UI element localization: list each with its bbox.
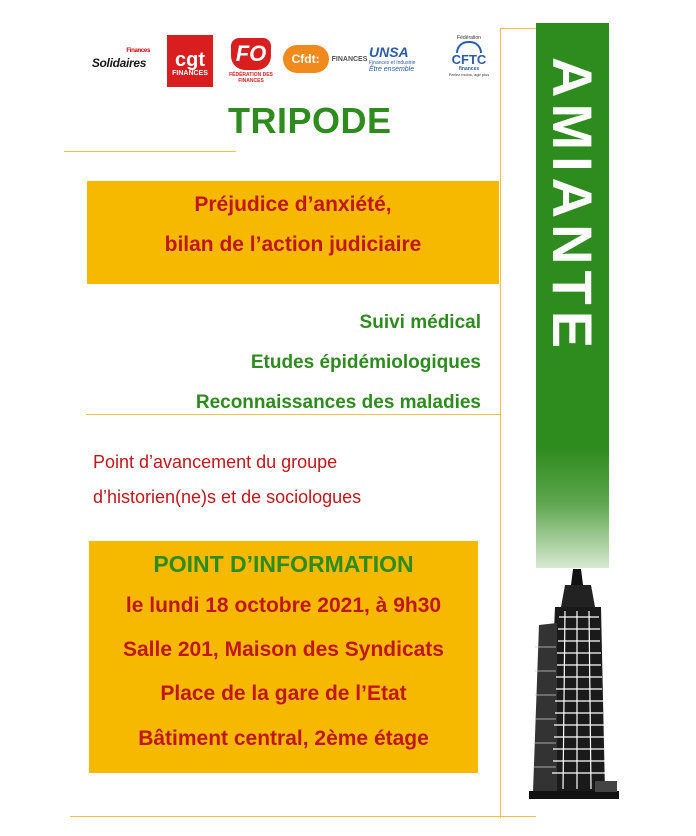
historians-line-1: Point d’avancement du groupe [93,452,338,472]
cgt-sub: FINANCES [172,70,208,77]
anxiety-line-1: Préjudice d’anxiété, [194,193,392,216]
info-heading: POINT D’INFORMATION [153,551,414,577]
banner-text: AMIANTE [541,57,604,355]
divider [500,28,501,818]
topic-epidemiology: Etudes épidémiologiques [250,352,481,373]
info-building: Bâtiment central, 2ème étage [138,727,429,750]
cftc-name: CFTC [451,52,487,67]
divider [500,28,536,29]
solidaires-logo [86,48,152,74]
unsa-sub: Finances et Industrie [369,59,416,66]
topic-diseases: Reconnaissances des maladies [195,392,481,413]
info-room: Salle 201, Maison des Syndicats [123,638,444,661]
cftc-sub: finances [458,66,480,72]
unsa-script: Être ensemble [369,65,415,73]
cftc-logo [445,29,493,83]
cftc-tag: Parlez moins, agir plus [448,72,490,77]
page-title: TRIPODE [228,100,392,141]
solidaires-name: Solidaires [91,56,147,70]
historians-line-2: d’historien(ne)s et de sociologues [93,487,362,507]
cfdt-logo [281,42,369,76]
divider [86,414,500,415]
divider [70,816,536,817]
cfdt-sub: FINANCES [331,55,368,63]
fo-logo [228,33,274,89]
cfdt-name: Cfdt: [283,45,329,73]
fo-sub: FÉDÉRATION DES FINANCES [229,72,273,84]
cgt-name: cgt [175,49,205,71]
cftc-top: Fédération [457,35,481,41]
info-date: le lundi 18 octobre 2021, à 9h30 [125,594,442,617]
fo-name: FO [231,38,271,70]
divider [64,151,236,152]
topic-medical: Suivi médical [359,312,481,333]
amiante-banner [536,23,609,568]
info-box [89,541,478,773]
unsa-logo [369,35,433,81]
building-icon [525,567,625,803]
anxiety-line-2: bilan de l’action judiciaire [164,233,422,256]
anxiety-box [87,181,499,284]
solidaires-tag: Finances [126,48,150,54]
cgt-logo [167,35,213,87]
unsa-name: UNSA [369,43,409,60]
info-place: Place de la gare de l’Etat [160,682,407,705]
